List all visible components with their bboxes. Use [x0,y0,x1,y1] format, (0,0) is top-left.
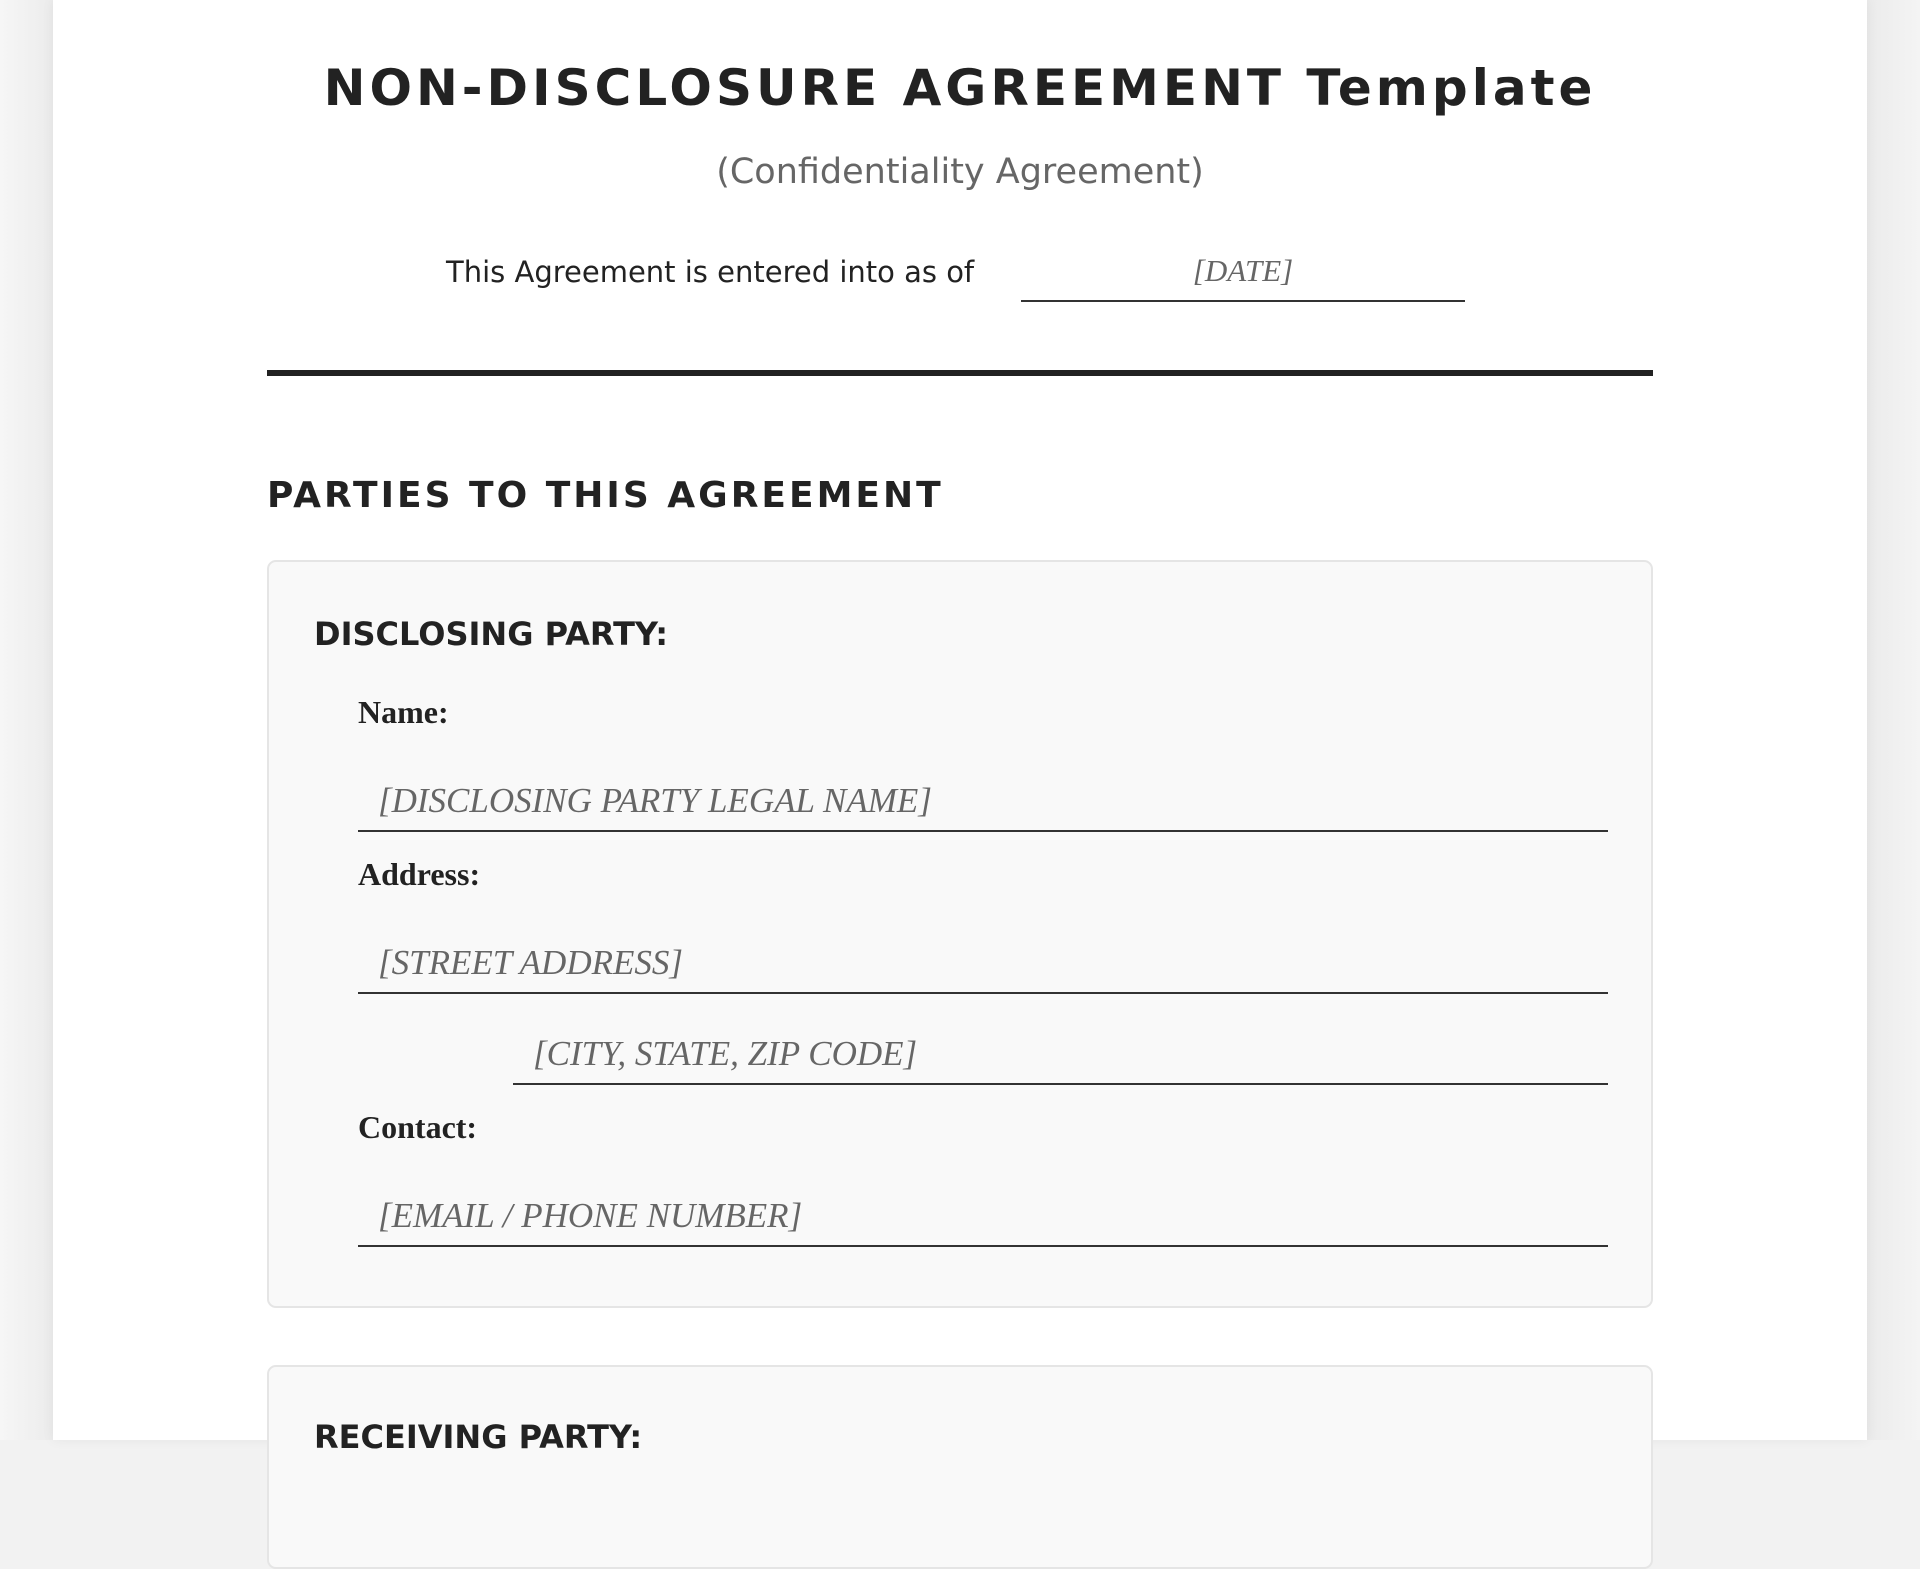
agreement-date-row [53,248,1867,308]
street-address-placeholder: [STREET ADDRESS] [378,943,683,982]
city-state-zip-field[interactable] [513,1023,1608,1085]
left-gutter [0,0,53,1440]
section-divider [267,370,1653,376]
contact-field[interactable] [358,1185,1608,1247]
contact-placeholder: [EMAIL / PHONE NUMBER] [378,1196,803,1235]
city-state-zip-placeholder: [CITY, STATE, ZIP CODE] [533,1034,918,1073]
document-page [53,0,1867,1456]
street-address-field[interactable] [358,932,1608,994]
date-placeholder: [DATE] [1192,253,1294,288]
disclosing-party-title: DISCLOSING PARTY: [314,615,669,653]
receiving-party-box [267,1365,1653,1569]
contact-label: Contact: [358,1109,478,1145]
receiving-party-title: RECEIVING PARTY: [314,1418,643,1456]
date-field[interactable] [1021,248,1465,302]
agreement-date-label: This Agreement is entered into as of [446,255,975,289]
disclosing-name-field[interactable] [358,770,1608,832]
disclosing-name-placeholder: [DISCLOSING PARTY LEGAL NAME] [378,781,932,820]
document-subtitle: (Confidentiality Agreement) [716,152,1204,192]
document-title: NON-DISCLOSURE AGREEMENT Template [323,59,1597,117]
name-label: Name: [358,694,449,730]
disclosing-party-box [267,560,1653,1308]
parties-heading: PARTIES TO THIS AGREEMENT [267,475,944,516]
address-label: Address: [358,856,481,892]
right-gutter [1867,0,1920,1440]
